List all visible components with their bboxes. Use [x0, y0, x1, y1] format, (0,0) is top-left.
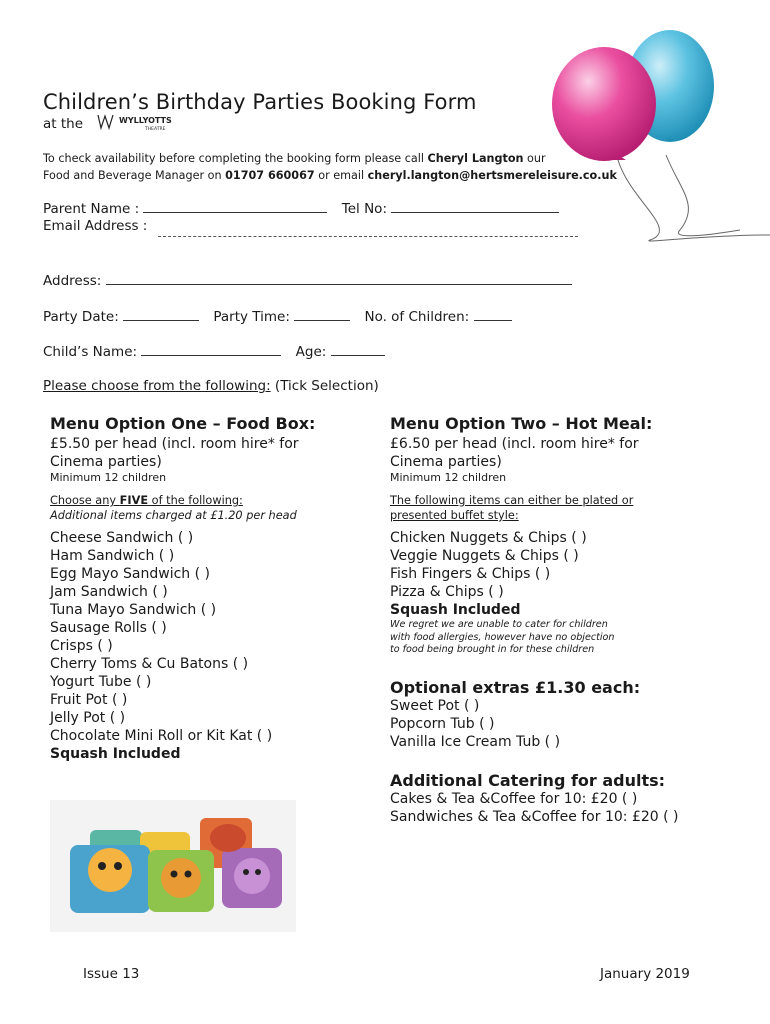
list-item[interactable]: Chocolate Mini Roll or Kit Kat ( )	[50, 728, 273, 744]
list-item[interactable]: Cakes & Tea &Coffee for 10: £20 ( )	[390, 791, 638, 807]
child-name-field[interactable]	[141, 343, 281, 356]
option-one-minimum: Minimum 12 children	[50, 471, 167, 484]
list-item[interactable]: Chicken Nuggets & Chips ( )	[390, 530, 587, 546]
adults-items	[390, 790, 678, 826]
list-item[interactable]: Cherry Toms & Cu Batons ( )	[50, 656, 249, 672]
option-one-price: £5.50 per head (incl. room hire* for Cinema parties)	[50, 436, 299, 470]
email-field[interactable]	[158, 236, 578, 237]
option-two-heading: Menu Option Two – Hot Meal:	[390, 414, 653, 433]
adults-heading: Additional Catering for adults:	[390, 771, 666, 790]
list-item[interactable]: Cheese Sandwich ( )	[50, 530, 194, 546]
child-name-label: Child’s Name:	[43, 344, 138, 360]
address-field[interactable]	[106, 272, 572, 285]
issue-number: Issue 13	[83, 966, 140, 982]
choose-label: Please choose from the following:	[43, 378, 271, 394]
parent-name-label: Parent Name :	[43, 201, 140, 217]
list-item[interactable]: Egg Mayo Sandwich ( )	[50, 566, 210, 582]
contact-name: Cheryl Langton	[427, 152, 524, 165]
option-one-note: Choose any FIVE of the following: Additional items charged at £1.20 per head	[50, 494, 297, 522]
intro-text: To check availability before completing the booking form please call Cheryl Langton our Food and Beverage Manager on 01707 660067 or email cheryl.langton@hertsmereleisure.co.uk	[43, 152, 617, 182]
logo-text: WYLLYOTTS	[119, 116, 172, 125]
age-field[interactable]	[331, 343, 385, 356]
extras-heading: Optional extras £1.30 each:	[390, 678, 641, 697]
food-box-image	[50, 800, 296, 932]
parent-name-field[interactable]	[143, 200, 327, 213]
venue-logo	[95, 112, 185, 138]
children-count-field[interactable]	[474, 308, 512, 321]
option-two-items	[390, 529, 587, 619]
option-two-minimum: Minimum 12 children	[390, 471, 507, 484]
at-the-label: at the	[43, 116, 84, 132]
squash-included: Squash Included	[50, 746, 181, 762]
balloons-icon	[530, 30, 770, 250]
list-item[interactable]: Yogurt Tube ( )	[50, 674, 152, 690]
child-row	[43, 343, 385, 360]
squash-included: Squash Included	[390, 602, 521, 618]
list-item[interactable]: Crisps ( )	[50, 638, 113, 654]
children-count-label: No. of Children:	[364, 309, 470, 325]
allergy-note: We regret we are unable to cater for children with food allergies, however have no objection to food being brought in for these children	[390, 619, 615, 655]
contact-email[interactable]: cheryl.langton@hertsmereleisure.co.uk	[367, 169, 617, 182]
tel-label: Tel No:	[341, 201, 387, 217]
party-date-field[interactable]	[123, 308, 199, 321]
page-title: Children’s Birthday Parties Booking Form	[43, 90, 477, 114]
option-one-heading: Menu Option One – Food Box:	[50, 414, 316, 433]
party-time-label: Party Time:	[213, 309, 290, 325]
tick-label: (Tick Selection)	[274, 378, 379, 394]
list-item[interactable]: Fish Fingers & Chips ( )	[390, 566, 551, 582]
list-item[interactable]: Tuna Mayo Sandwich ( )	[50, 602, 217, 618]
age-label: Age:	[295, 344, 327, 360]
parent-name-row	[43, 200, 559, 217]
option-two-price: £6.50 per head (incl. room hire* for Cinema parties)	[390, 436, 639, 470]
logo-subtext: THEATRE	[145, 127, 166, 132]
list-item[interactable]: Ham Sandwich ( )	[50, 548, 175, 564]
choose-row	[43, 378, 379, 394]
party-date-label: Party Date:	[43, 309, 119, 325]
address-label: Address:	[43, 273, 102, 289]
option-two-note: The following items can either be plated or presented buffet style:	[390, 494, 634, 522]
party-time-field[interactable]	[294, 308, 350, 321]
list-item[interactable]: Fruit Pot ( )	[50, 692, 128, 708]
email-label: Email Address :	[43, 218, 148, 234]
list-item[interactable]: Jelly Pot ( )	[50, 710, 126, 726]
issue-date: January 2019	[600, 966, 690, 982]
list-item[interactable]: Sweet Pot ( )	[390, 698, 480, 714]
contact-phone: 01707 660067	[225, 169, 315, 182]
extras-items	[390, 697, 560, 751]
list-item[interactable]: Sausage Rolls ( )	[50, 620, 167, 636]
option-one-items	[50, 529, 272, 763]
list-item[interactable]: Popcorn Tub ( )	[390, 716, 495, 732]
list-item[interactable]: Pizza & Chips ( )	[390, 584, 504, 600]
list-item[interactable]: Sandwiches & Tea &Coffee for 10: £20 ( )	[390, 809, 679, 825]
party-details-row	[43, 308, 512, 325]
tel-field[interactable]	[391, 200, 559, 213]
list-item[interactable]: Vanilla Ice Cream Tub ( )	[390, 734, 561, 750]
list-item[interactable]: Veggie Nuggets & Chips ( )	[390, 548, 579, 564]
address-row	[43, 272, 572, 289]
list-item[interactable]: Jam Sandwich ( )	[50, 584, 168, 600]
